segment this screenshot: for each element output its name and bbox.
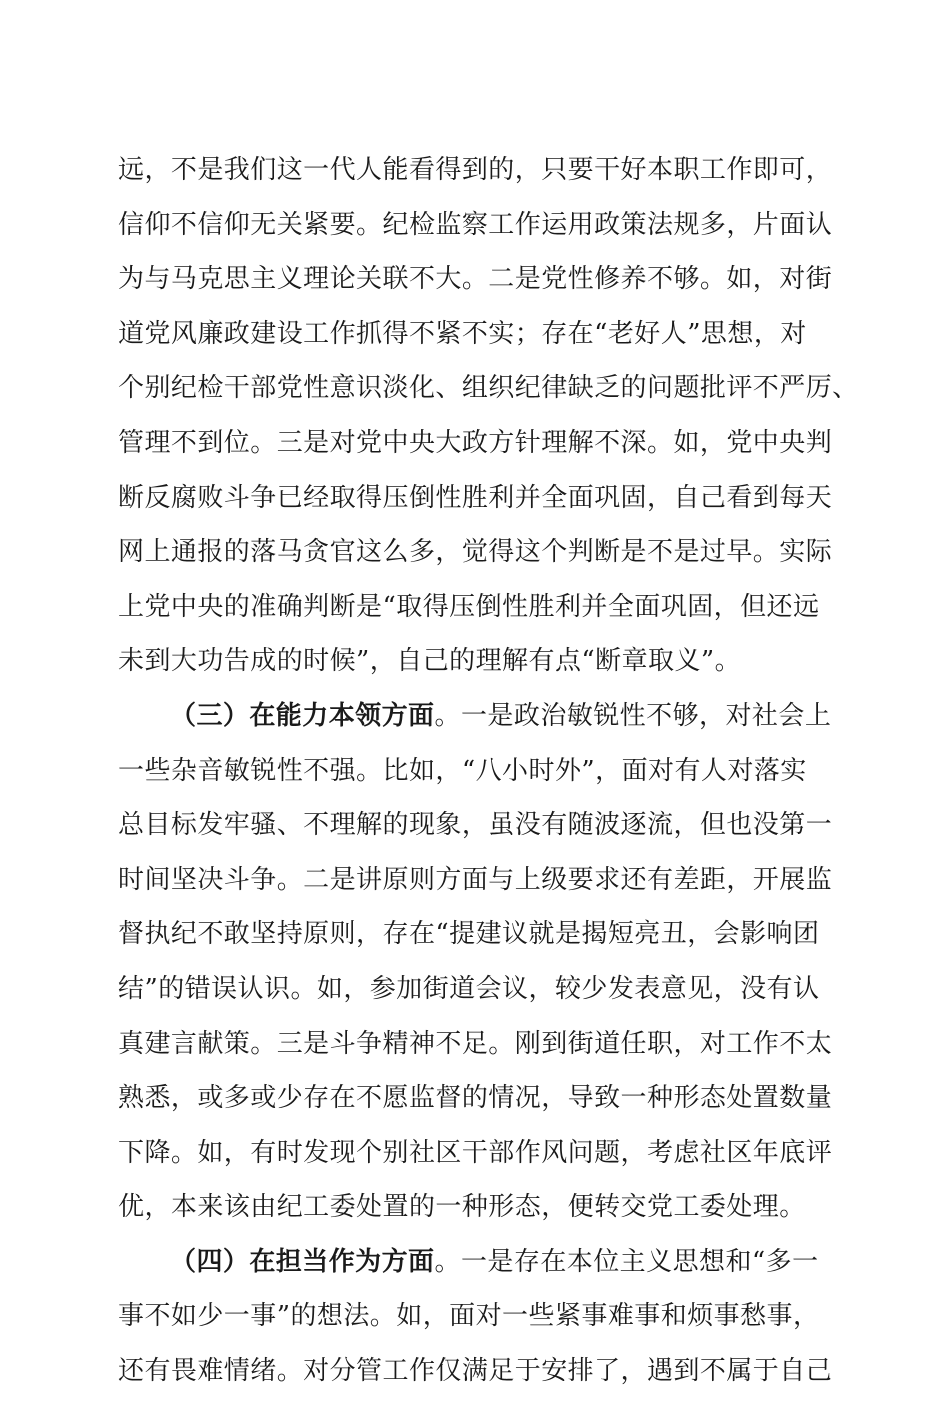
paragraph-line: 道党风廉政建设工作抓得不紧不实；存在“老好人”思想，对	[118, 318, 807, 349]
paragraph-line: 下降。如，有时发现个别社区干部作风问题，考虑社区年底评	[118, 1137, 833, 1168]
paragraph-line: 督执纪不敢坚持原则，存在“提建议就是揭短亮丑，会影响团	[118, 919, 820, 950]
paragraph-line: 个别纪检干部党性意识淡化、组织纪律缺乏的问题批评不严厉、	[118, 373, 859, 404]
paragraph-line: 时间坚决斗争。二是讲原则方面与上级要求还有差距，开展监	[118, 864, 833, 895]
paragraph-line: 结”的错误认识。如，参加街道会议，较少发表意见，没有认	[118, 973, 820, 1004]
paragraph-line: 为与马克思主义理论关联不大。二是党性修养不够。如，对街	[118, 264, 833, 295]
paragraph-line: 未到大功告成的时候”，自己的理解有点“断章取义”。	[118, 646, 742, 677]
section-heading-line	[118, 1245, 838, 1300]
paragraph-line: 熟悉，或多或少存在不愿监督的情况，导致一种形态处置数量	[118, 1083, 833, 1114]
paragraph-line: 信仰不信仰无关紧要。纪检监察工作运用政策法规多，片面认	[118, 209, 833, 240]
paragraph-line: 断反腐败斗争已经取得压倒性胜利并全面巩固，自己看到每天	[118, 482, 833, 513]
paragraph-line-text: 。一是政治敏锐性不够，对社会上	[434, 700, 832, 731]
paragraph-line: 事不如少一事”的想法。如，面对一些紧事难事和烦事愁事，	[118, 1301, 820, 1332]
section-heading-responsibility: （四）在担当作为方面	[170, 1246, 435, 1277]
paragraph-line: 远，不是我们这一代人能看得到的，只要干好本职工作即可，	[118, 155, 833, 185]
document-body	[118, 153, 859, 1409]
paragraph-line: 优，本来该由纪工委处置的一种形态，便转交党工委处理。	[118, 1192, 806, 1223]
paragraph-line-text: 。一是存在本位主义思想和“多一	[434, 1246, 819, 1277]
paragraph-line: 网上通报的落马贪官这么多，觉得这个判断是不是过早。实际	[118, 537, 833, 568]
paragraph-line: 还有畏难情绪。对分管工作仅满足于安排了，遇到不属于自己	[118, 1356, 833, 1387]
paragraph-line: 管理不到位。三是对党中央大政方针理解不深。如，党中央判	[118, 427, 833, 458]
paragraph-line: 一些杂音敏锐性不强。比如，“八小时外”，面对有人对落实	[118, 755, 807, 786]
paragraph-line: 总目标发牢骚、不理解的现象，虽没有随波逐流，但也没第一	[118, 810, 833, 841]
paragraph-line: 真建言献策。三是斗争精神不足。刚到街道任职，对工作不太	[118, 1028, 833, 1059]
section-heading-line	[118, 699, 838, 754]
paragraph-line: 上党中央的准确判断是“取得压倒性胜利并全面巩固，但还远	[118, 591, 820, 622]
section-heading-ability: （三）在能力本领方面	[170, 700, 435, 731]
